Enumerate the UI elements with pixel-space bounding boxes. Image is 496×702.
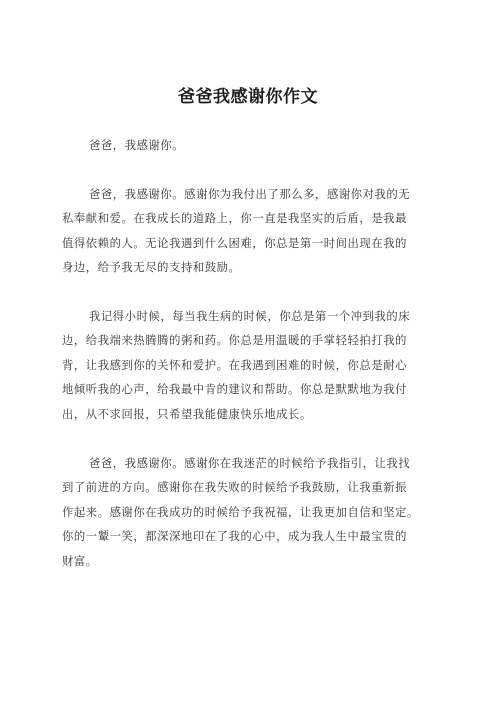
paragraph-line: 财富。: [62, 555, 98, 568]
paragraph-line: 地倾听我的心声，给我最中肯的建议和帮助。你总是默默地为我付: [62, 383, 408, 396]
paragraph-line: 背，让我感到你的关怀和爱护。在我遇到困难的时候，你总是耐心: [62, 359, 408, 372]
paragraph-line: 爸爸，我感谢你。: [89, 139, 185, 152]
paragraph-line: 身边，给予我无尽的支持和鼓励。: [62, 261, 241, 274]
paragraph-line: 值得依赖的人。无论我遇到什么困难，你总是第一时间出现在我的: [62, 237, 408, 250]
document-title: 爸爸我感谢你作文: [178, 87, 318, 107]
paragraph-line: 出，从不求回报，只希望我能健康快乐地成长。: [62, 408, 312, 421]
paragraph-line: 爸爸，我感谢你。感谢你为我付出了那么多，感谢你对我的无: [89, 188, 411, 201]
paragraph-line: 边，给我端来热腾腾的粥和药。你总是用温暖的手掌轻轻拍打我的: [62, 334, 408, 347]
paragraph-line: 到了前进的方向。感谢你在我失败的时候给予我鼓励，让我重新振: [62, 481, 408, 494]
paragraph-line: 爸爸，我感谢你。感谢你在我迷茫的时候给予我指引，让我找: [89, 457, 411, 470]
paragraph-line: 我记得小时候，每当我生病的时候，你总是第一个冲到我的床: [89, 310, 411, 323]
paragraph-line: 作起来。感谢你在我成功的时候给予我祝福，让我更加自信和坚定。: [62, 506, 419, 519]
paragraph-line: 私奉献和爱。在我成长的道路上，你一直是我坚实的后盾，是我最: [62, 212, 408, 225]
paragraph-line: 你的一颦一笑，都深深地印在了我的心中，成为我人生中最宝贵的: [62, 530, 408, 543]
